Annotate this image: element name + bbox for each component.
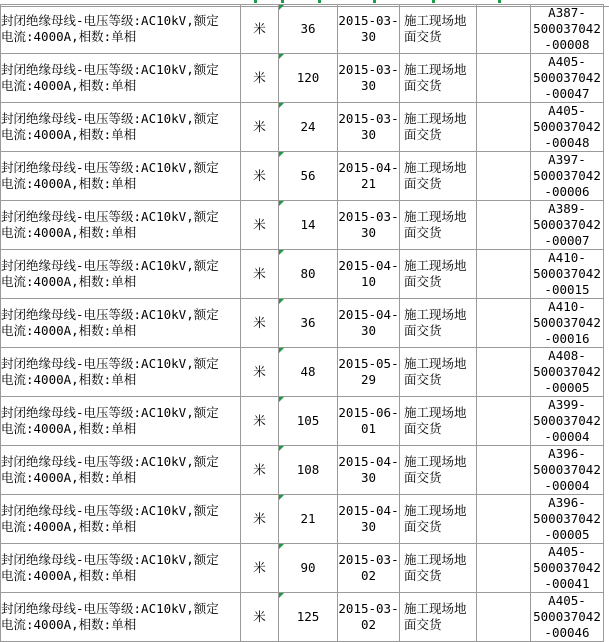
- table-row: [1, 103, 604, 152]
- cell-material-name[interactable]: [1, 201, 241, 250]
- cell-material-name[interactable]: [1, 544, 241, 593]
- cell-material-name[interactable]: [1, 593, 241, 642]
- order-code-text: A387- 500037042 -00008: [533, 5, 601, 52]
- cell-empty[interactable]: [477, 495, 531, 544]
- cell-unit[interactable]: [241, 495, 279, 544]
- cell-unit[interactable]: [241, 348, 279, 397]
- cell-delivery-place[interactable]: [400, 103, 477, 152]
- cell-empty[interactable]: [477, 446, 531, 495]
- unit-text: 米: [253, 168, 266, 183]
- material-name-text: 封闭绝缘母线-电压等级:AC10kV,额定 电流:4000A,相数:单相: [1, 62, 219, 93]
- delivery-date-text: 2015-05- 29: [338, 356, 399, 387]
- unit-text: 米: [253, 413, 266, 428]
- cell-quantity[interactable]: [279, 348, 338, 397]
- material-name-text: 封闭绝缘母线-电压等级:AC10kV,额定 电流:4000A,相数:单相: [1, 405, 219, 436]
- cell-order-code[interactable]: [531, 348, 604, 397]
- cell-order-code[interactable]: [531, 103, 604, 152]
- order-code-text: A397- 500037042 -00006: [533, 152, 601, 199]
- delivery-place-text: 施工现场地 面交货: [404, 111, 467, 142]
- table-row: [1, 495, 604, 544]
- unit-text: 米: [253, 609, 266, 624]
- quantity-text: 48: [300, 364, 316, 379]
- cell-material-name[interactable]: [1, 250, 241, 299]
- cell-quantity[interactable]: [279, 593, 338, 642]
- delivery-place-text: 施工现场地 面交货: [404, 356, 467, 387]
- delivery-date-text: 2015-04- 30: [338, 454, 399, 485]
- comment-marker: [498, 0, 501, 3]
- cell-delivery-place[interactable]: [400, 152, 477, 201]
- quantity-text: 105: [296, 413, 320, 428]
- quantity-text: 21: [300, 511, 316, 526]
- unit-text: 米: [253, 119, 266, 134]
- cell-quantity[interactable]: [279, 152, 338, 201]
- cell-material-name[interactable]: [1, 5, 241, 54]
- cell-material-name[interactable]: [1, 446, 241, 495]
- cell-unit[interactable]: [241, 299, 279, 348]
- comment-marker: [432, 0, 435, 3]
- unit-text: 米: [253, 462, 266, 477]
- table-row: [1, 446, 604, 495]
- cell-unit[interactable]: [241, 250, 279, 299]
- comment-marker: [373, 0, 376, 3]
- cell-unit[interactable]: [241, 103, 279, 152]
- delivery-date-text: 2015-03- 30: [338, 209, 399, 240]
- cell-unit[interactable]: [241, 152, 279, 201]
- cell-delivery-place[interactable]: [400, 54, 477, 103]
- material-name-text: 封闭绝缘母线-电压等级:AC10kV,额定 电流:4000A,相数:单相: [1, 601, 219, 632]
- cell-material-name[interactable]: [1, 103, 241, 152]
- delivery-place-text: 施工现场地 面交货: [404, 454, 467, 485]
- spreadsheet-grid: [0, 4, 604, 642]
- material-name-text: 封闭绝缘母线-电压等级:AC10kV,额定 电流:4000A,相数:单相: [1, 552, 219, 583]
- delivery-date-text: 2015-04- 30: [338, 307, 399, 338]
- cell-delivery-date[interactable]: [338, 495, 400, 544]
- cell-quantity[interactable]: [279, 544, 338, 593]
- delivery-date-text: 2015-06- 01: [338, 405, 399, 436]
- cell-material-name[interactable]: [1, 152, 241, 201]
- unit-text: 米: [253, 21, 266, 36]
- cell-order-code[interactable]: [531, 54, 604, 103]
- table-row: [1, 250, 604, 299]
- cell-empty[interactable]: [477, 544, 531, 593]
- cell-empty[interactable]: [477, 299, 531, 348]
- table-row: [1, 593, 604, 642]
- comment-marker: [254, 0, 257, 3]
- cell-order-code[interactable]: [531, 544, 604, 593]
- delivery-place-text: 施工现场地 面交货: [404, 160, 467, 191]
- cell-delivery-place[interactable]: [400, 593, 477, 642]
- cell-quantity[interactable]: [279, 397, 338, 446]
- quantity-text: 80: [300, 266, 316, 281]
- quantity-text: 36: [300, 315, 316, 330]
- unit-text: 米: [253, 315, 266, 330]
- cell-unit[interactable]: [241, 544, 279, 593]
- cell-order-code[interactable]: [531, 201, 604, 250]
- material-name-text: 封闭绝缘母线-电压等级:AC10kV,额定 电流:4000A,相数:单相: [1, 307, 219, 338]
- cell-quantity[interactable]: [279, 103, 338, 152]
- material-name-text: 封闭绝缘母线-电压等级:AC10kV,额定 电流:4000A,相数:单相: [1, 160, 219, 191]
- order-code-text: A410- 500037042 -00015: [533, 250, 601, 297]
- material-name-text: 封闭绝缘母线-电压等级:AC10kV,额定 电流:4000A,相数:单相: [1, 209, 219, 240]
- unit-text: 米: [253, 511, 266, 526]
- quantity-text: 120: [296, 70, 320, 85]
- unit-text: 米: [253, 560, 266, 575]
- cell-order-code[interactable]: [531, 299, 604, 348]
- quantity-text: 90: [300, 560, 316, 575]
- cell-delivery-place[interactable]: [400, 495, 477, 544]
- cell-quantity[interactable]: [279, 446, 338, 495]
- cell-delivery-place[interactable]: [400, 201, 477, 250]
- cell-empty[interactable]: [477, 103, 531, 152]
- delivery-date-text: 2015-04- 30: [338, 503, 399, 534]
- delivery-place-text: 施工现场地 面交货: [404, 209, 467, 240]
- cell-empty[interactable]: [477, 201, 531, 250]
- cell-unit[interactable]: [241, 446, 279, 495]
- quantity-text: 36: [300, 21, 316, 36]
- cell-empty[interactable]: [477, 5, 531, 54]
- material-name-text: 封闭绝缘母线-电压等级:AC10kV,额定 电流:4000A,相数:单相: [1, 13, 219, 44]
- order-code-text: A396- 500037042 -00005: [533, 495, 601, 542]
- cell-delivery-place[interactable]: [400, 348, 477, 397]
- material-name-text: 封闭绝缘母线-电压等级:AC10kV,额定 电流:4000A,相数:单相: [1, 503, 219, 534]
- cell-delivery-date[interactable]: [338, 299, 400, 348]
- cell-delivery-place[interactable]: [400, 397, 477, 446]
- quantity-text: 24: [300, 119, 316, 134]
- cell-material-name[interactable]: [1, 348, 241, 397]
- order-code-text: A399- 500037042 -00004: [533, 397, 601, 444]
- cell-delivery-date[interactable]: [338, 103, 400, 152]
- delivery-place-text: 施工现场地 面交货: [404, 601, 467, 632]
- material-name-text: 封闭绝缘母线-电压等级:AC10kV,额定 电流:4000A,相数:单相: [1, 258, 219, 289]
- delivery-date-text: 2015-03- 30: [338, 111, 399, 142]
- table-row: [1, 5, 604, 54]
- comment-marker: [318, 0, 321, 3]
- cell-quantity[interactable]: [279, 5, 338, 54]
- delivery-date-text: 2015-04- 21: [338, 160, 399, 191]
- cell-order-code[interactable]: [531, 593, 604, 642]
- cell-order-code[interactable]: [531, 152, 604, 201]
- table-row: [1, 544, 604, 593]
- cell-unit[interactable]: [241, 5, 279, 54]
- cell-delivery-date[interactable]: [338, 544, 400, 593]
- comment-marker: [281, 0, 284, 3]
- table-row: [1, 299, 604, 348]
- cell-unit[interactable]: [241, 397, 279, 446]
- cell-delivery-date[interactable]: [338, 593, 400, 642]
- cell-empty[interactable]: [477, 54, 531, 103]
- table-row: [1, 54, 604, 103]
- cell-quantity[interactable]: [279, 54, 338, 103]
- cell-material-name[interactable]: [1, 495, 241, 544]
- delivery-date-text: 2015-03- 02: [338, 601, 399, 632]
- material-name-text: 封闭绝缘母线-电压等级:AC10kV,额定 电流:4000A,相数:单相: [1, 111, 219, 142]
- cell-delivery-place[interactable]: [400, 5, 477, 54]
- cell-empty[interactable]: [477, 152, 531, 201]
- delivery-place-text: 施工现场地 面交货: [404, 62, 467, 93]
- cell-delivery-date[interactable]: [338, 5, 400, 54]
- cell-order-code[interactable]: [531, 495, 604, 544]
- cell-empty[interactable]: [477, 250, 531, 299]
- order-code-text: A405- 500037042 -00047: [533, 54, 601, 101]
- cell-delivery-place[interactable]: [400, 250, 477, 299]
- cell-delivery-date[interactable]: [338, 348, 400, 397]
- order-code-text: A396- 500037042 -00004: [533, 446, 601, 493]
- cell-material-name[interactable]: [1, 397, 241, 446]
- cell-delivery-date[interactable]: [338, 250, 400, 299]
- unit-text: 米: [253, 70, 266, 85]
- cell-delivery-date[interactable]: [338, 152, 400, 201]
- cell-delivery-place[interactable]: [400, 544, 477, 593]
- cell-order-code[interactable]: [531, 446, 604, 495]
- material-name-text: 封闭绝缘母线-电压等级:AC10kV,额定 电流:4000A,相数:单相: [1, 454, 219, 485]
- cell-quantity[interactable]: [279, 250, 338, 299]
- delivery-place-text: 施工现场地 面交货: [404, 503, 467, 534]
- material-name-text: 封闭绝缘母线-电压等级:AC10kV,额定 电流:4000A,相数:单相: [1, 356, 219, 387]
- delivery-place-text: 施工现场地 面交货: [404, 258, 467, 289]
- cell-quantity[interactable]: [279, 299, 338, 348]
- table-row: [1, 152, 604, 201]
- cell-material-name[interactable]: [1, 299, 241, 348]
- order-code-text: A405- 500037042 -00046: [533, 593, 601, 640]
- table-row: [1, 348, 604, 397]
- cell-delivery-place[interactable]: [400, 446, 477, 495]
- cell-empty[interactable]: [477, 397, 531, 446]
- quantity-text: 14: [300, 217, 316, 232]
- delivery-date-text: 2015-04- 10: [338, 258, 399, 289]
- quantity-text: 125: [296, 609, 320, 624]
- cell-delivery-place[interactable]: [400, 299, 477, 348]
- cell-delivery-date[interactable]: [338, 201, 400, 250]
- cell-delivery-date[interactable]: [338, 54, 400, 103]
- delivery-date-text: 2015-03- 30: [338, 62, 399, 93]
- delivery-date-text: 2015-03- 30: [338, 13, 399, 44]
- quantity-text: 108: [296, 462, 320, 477]
- cell-quantity[interactable]: [279, 495, 338, 544]
- cell-material-name[interactable]: [1, 54, 241, 103]
- delivery-date-text: 2015-03- 02: [338, 552, 399, 583]
- cell-order-code[interactable]: [531, 397, 604, 446]
- unit-text: 米: [253, 364, 266, 379]
- order-code-text: A405- 500037042 -00041: [533, 544, 601, 591]
- quantity-text: 56: [300, 168, 316, 183]
- cell-empty[interactable]: [477, 593, 531, 642]
- cell-unit[interactable]: [241, 201, 279, 250]
- cell-empty[interactable]: [477, 348, 531, 397]
- delivery-place-text: 施工现场地 面交货: [404, 307, 467, 338]
- delivery-place-text: 施工现场地 面交货: [404, 13, 467, 44]
- order-code-text: A408- 500037042 -00005: [533, 348, 601, 395]
- cell-order-code[interactable]: [531, 5, 604, 54]
- table-row: [1, 397, 604, 446]
- cell-unit[interactable]: [241, 54, 279, 103]
- grid-body: [1, 5, 604, 642]
- cell-quantity[interactable]: [279, 201, 338, 250]
- unit-text: 米: [253, 217, 266, 232]
- delivery-place-text: 施工现场地 面交货: [404, 405, 467, 436]
- cell-order-code[interactable]: [531, 250, 604, 299]
- delivery-place-text: 施工现场地 面交货: [404, 552, 467, 583]
- cell-delivery-date[interactable]: [338, 446, 400, 495]
- order-code-text: A410- 500037042 -00016: [533, 299, 601, 346]
- unit-text: 米: [253, 266, 266, 281]
- order-code-text: A389- 500037042 -00007: [533, 201, 601, 248]
- table-row: [1, 201, 604, 250]
- order-code-text: A405- 500037042 -00048: [533, 103, 601, 150]
- cell-delivery-date[interactable]: [338, 397, 400, 446]
- cell-unit[interactable]: [241, 593, 279, 642]
